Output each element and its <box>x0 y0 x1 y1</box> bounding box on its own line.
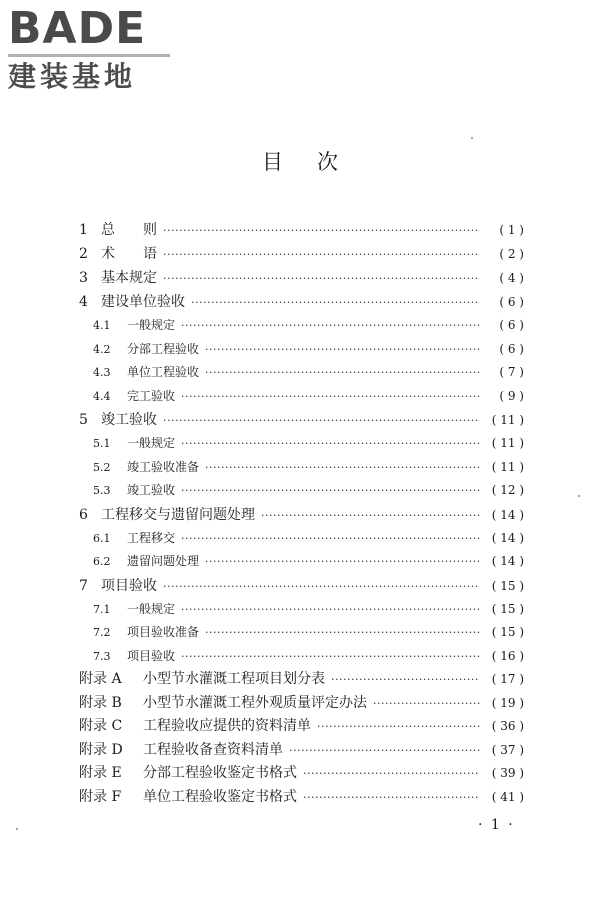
toc-entry[interactable] <box>79 361 524 385</box>
toc-entry-title: 一般规定 <box>127 601 176 616</box>
toc-entry-page: ( 14 ) <box>491 507 524 522</box>
dot-leader <box>181 527 480 551</box>
toc-entry-title: 完工验收 <box>127 388 176 403</box>
toc-entry[interactable] <box>79 550 524 574</box>
toc-entry-title: 项目验收 <box>101 577 157 594</box>
toc-entry-number: 附录 A <box>79 671 122 687</box>
toc-entry[interactable] <box>79 338 524 362</box>
dot-leader <box>289 739 480 763</box>
toc-entry-number: 6 <box>79 506 88 523</box>
toc-entry-number: 附录 F <box>79 788 122 805</box>
toc-entry-title: 工程验收备查资料清单 <box>143 741 283 758</box>
toc-entry[interactable] <box>79 503 524 527</box>
toc-entry-page: ( 4 ) <box>499 271 524 285</box>
toc-entry[interactable] <box>79 692 524 716</box>
toc-entry-page: ( 1 ) <box>499 223 524 237</box>
dot-leader <box>373 692 480 716</box>
toc-entry-number: 2 <box>79 246 88 262</box>
toc-entry-page: ( 37 ) <box>491 742 524 757</box>
toc-entry[interactable] <box>79 715 524 739</box>
toc-entry-title: 竣工验收 <box>127 483 176 497</box>
toc-entry-number: 7.3 <box>93 649 111 663</box>
dot-leader <box>205 456 480 480</box>
toc-entry-number: 附录 C <box>79 718 123 734</box>
dot-leader <box>205 338 480 362</box>
dot-leader <box>205 621 480 645</box>
toc-entry-number: 1 <box>79 222 88 238</box>
toc-entry-title: 竣工验收准备 <box>127 459 200 474</box>
toc-entry-number: 5.1 <box>93 437 111 450</box>
dot-leader <box>163 219 480 242</box>
toc-entry[interactable] <box>79 432 524 456</box>
dot-leader <box>181 479 480 503</box>
toc-entry-number: 附录 B <box>79 694 122 711</box>
toc-entry[interactable] <box>79 786 524 810</box>
toc-entry-number: 3 <box>79 270 88 286</box>
dot-leader <box>303 786 480 810</box>
toc-entry-title: 工程移交与遗留问题处理 <box>101 506 255 523</box>
toc-entry[interactable] <box>79 479 524 503</box>
toc-entry-title: 小型节水灌溉工程项目划分表 <box>143 671 325 687</box>
toc-entry-title: 遗留问题处理 <box>127 554 200 568</box>
toc-entry-title: 竣工验收 <box>101 412 157 428</box>
toc-entry-number: 5.3 <box>93 484 111 497</box>
dot-leader <box>181 314 480 338</box>
toc-entry-page: ( 16 ) <box>491 648 524 663</box>
toc-entry-page: ( 2 ) <box>499 247 524 261</box>
toc-entry[interactable] <box>79 314 524 338</box>
toc-entry-number: 6.1 <box>93 531 111 545</box>
toc-entry-title: 工程验收应提供的资料清单 <box>143 718 311 734</box>
dot-leader <box>181 432 480 456</box>
toc-entry[interactable] <box>79 218 524 242</box>
toc-entry-number: 7 <box>79 577 88 594</box>
toc-entry-number: 附录 D <box>79 741 123 758</box>
toc-entry[interactable] <box>79 598 524 622</box>
scan-speck <box>471 137 473 139</box>
toc-entry-page: ( 19 ) <box>491 695 524 710</box>
toc-entry[interactable] <box>79 645 524 669</box>
toc-entry-number: 7.2 <box>93 626 111 639</box>
dot-leader <box>163 267 480 290</box>
toc-entry-page: ( 6 ) <box>499 295 524 309</box>
toc-entry-page: ( 15 ) <box>491 578 524 593</box>
toc-entry-page: ( 14 ) <box>491 554 524 568</box>
scan-speck <box>578 495 580 497</box>
toc-entry[interactable] <box>79 574 524 598</box>
toc-entry-number: 5.2 <box>93 460 111 474</box>
dot-leader <box>163 409 480 432</box>
toc-entry[interactable] <box>79 739 524 763</box>
dot-leader <box>181 598 480 622</box>
toc-entry-page: ( 11 ) <box>491 413 524 427</box>
toc-entry-title: 总 则 <box>101 222 157 238</box>
toc-entry-page: ( 11 ) <box>491 459 524 474</box>
toc-entry-page: ( 7 ) <box>499 365 524 379</box>
toc-entry-number: 4 <box>79 294 88 310</box>
toc-entry-page: ( 15 ) <box>491 601 524 616</box>
table-of-contents <box>79 218 524 809</box>
toc-entry[interactable] <box>79 668 524 692</box>
scan-speck <box>16 828 18 830</box>
toc-entry-title: 单位工程验收 <box>127 365 200 379</box>
dot-leader <box>261 504 480 527</box>
logo-divider <box>8 54 170 57</box>
toc-entry-number: 5 <box>79 412 88 428</box>
toc-entry-title: 单位工程验收鉴定书格式 <box>143 788 297 805</box>
dot-leader <box>205 361 480 385</box>
dot-leader <box>303 762 480 786</box>
toc-entry-page: ( 11 ) <box>491 436 524 450</box>
toc-entry-page: ( 15 ) <box>491 625 524 639</box>
toc-entry[interactable] <box>79 290 524 314</box>
dot-leader <box>317 715 480 739</box>
dot-leader <box>331 668 480 692</box>
toc-entry-page: ( 9 ) <box>499 388 524 403</box>
page-title: 目次 <box>262 150 372 174</box>
toc-entry-title: 分部工程验收 <box>127 341 200 356</box>
toc-entry[interactable] <box>79 456 524 480</box>
toc-entry-title: 项目验收准备 <box>127 625 200 639</box>
toc-entry-title: 小型节水灌溉工程外观质量评定办法 <box>143 694 367 711</box>
toc-entry[interactable] <box>79 762 524 786</box>
dot-leader <box>163 575 480 598</box>
toc-entry[interactable] <box>79 385 524 409</box>
toc-entry[interactable] <box>79 408 524 432</box>
toc-entry-title: 建设单位验收 <box>101 294 185 310</box>
dot-leader <box>181 645 480 669</box>
toc-entry[interactable] <box>79 527 524 551</box>
toc-entry-number: 4.2 <box>93 342 111 356</box>
toc-entry-number: 4.1 <box>93 319 111 332</box>
dot-leader <box>181 385 480 409</box>
bade-logo <box>8 3 178 93</box>
toc-entry-number: 4.3 <box>93 366 111 379</box>
dot-leader <box>191 291 480 314</box>
toc-entry-number: 附录 E <box>79 765 122 781</box>
logo-brand-text: BADE <box>8 3 147 54</box>
toc-entry-page: ( 39 ) <box>491 766 524 780</box>
toc-entry-number: 7.1 <box>93 602 111 616</box>
toc-entry-title: 基本规定 <box>101 270 157 286</box>
toc-entry-number: 6.2 <box>93 555 111 568</box>
toc-entry-page: ( 12 ) <box>491 483 524 497</box>
dot-leader <box>163 243 480 266</box>
dot-leader <box>205 550 480 574</box>
toc-entry-page: ( 41 ) <box>491 789 524 804</box>
toc-entry-title: 工程移交 <box>127 530 176 545</box>
toc-entry-title: 一般规定 <box>127 436 176 450</box>
page-number: · 1 · <box>478 817 515 833</box>
toc-entry[interactable] <box>79 621 524 645</box>
toc-entry-page: ( 36 ) <box>491 719 524 733</box>
toc-entry-number: 4.4 <box>93 389 111 403</box>
toc-entry-title: 术 语 <box>101 246 157 262</box>
toc-entry-title: 项目验收 <box>127 648 176 663</box>
toc-entry[interactable] <box>79 266 524 290</box>
toc-entry-page: ( 17 ) <box>491 672 524 686</box>
logo-subtitle: 建装基地 <box>8 60 137 93</box>
toc-entry-title: 分部工程验收鉴定书格式 <box>143 765 297 781</box>
toc-entry[interactable] <box>79 242 524 266</box>
toc-entry-page: ( 6 ) <box>499 318 524 332</box>
toc-entry-title: 一般规定 <box>127 318 176 332</box>
toc-entry-page: ( 6 ) <box>499 341 524 356</box>
toc-entry-page: ( 14 ) <box>491 530 524 545</box>
